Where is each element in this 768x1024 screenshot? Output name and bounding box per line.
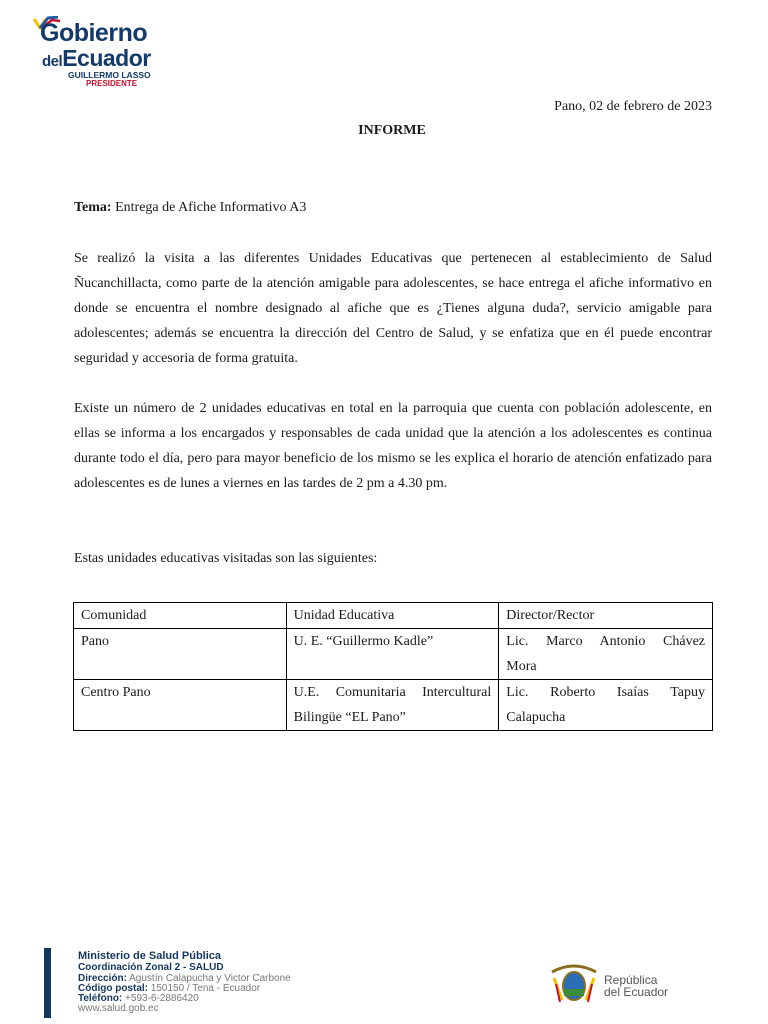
gobierno-ecuador-logo — [30, 14, 180, 86]
logo-line-gobierno: Gobierno — [40, 19, 148, 47]
footer-postal: Código postal: 150150 / Tena - Ecuador — [78, 983, 261, 994]
footer-phone: Teléfono: +593-6-2886420 — [78, 993, 199, 1004]
footer-contact — [78, 950, 291, 1014]
document-topic — [74, 200, 306, 216]
header-community: Comunidad — [74, 603, 287, 629]
cell-community: Centro Pano — [74, 680, 287, 731]
logo-line-name: GUILLERMO LASSO — [68, 70, 151, 80]
cell-unit: U.E. Comunitaria Intercultural Bilingüe “EL Pano” — [286, 680, 499, 731]
document-date: Pano, 02 de febrero de 2023 — [554, 99, 712, 114]
cell-unit: U. E. “Guillermo Kadle” — [286, 629, 499, 680]
table-header-row — [74, 603, 713, 629]
paragraph-schedule: Existe un número de 2 unidades educativas en total en la parroquia que cuenta con población adolescente, en ellas se informa a los encargados y responsables de cada unidad que la atención a los adolescentes es continua durante todo el día, pero para mayor beneficio de los mismo se les explica el horario de atención enfatizado para adolescentes es de lunes a viernes en las tardes de 2 pm a 4.30 pm. — [74, 401, 712, 491]
header-unit: Unidad Educativa — [286, 603, 499, 629]
topic-value: Entrega de Afiche Informativo A3 — [115, 200, 307, 215]
paragraph-visit: Se realizó la visita a las diferentes Unidades Educativas que pertenecen al establecimiento de Salud Ñucanchillacta, como parte de la atención amigable para adolescentes, se hace entrega el afiche informativo en donde se encuentra el nombre designado al afiche que es ¿Tienes alguna duda?, servicio amigable para adolescentes; además se encuentra la dirección del Centro de Salud, y se enfatiza que en él puede encontrar seguridad y accesoria de forma gratuita. — [74, 251, 712, 366]
republica-logo-text: República del Ecuador — [604, 973, 669, 999]
table-row — [74, 680, 713, 731]
cell-community: Pano — [74, 629, 287, 680]
logo-line-ecuador: delEcuador — [42, 45, 151, 71]
header-director: Director/Rector — [499, 603, 713, 629]
topic-label: Tema: — [74, 200, 112, 215]
document-title: INFORME — [358, 123, 426, 138]
logo-line-role: PRESIDENTE — [86, 79, 138, 88]
table-intro: Estas unidades educativas visitadas son las siguientes: — [74, 551, 378, 566]
units-table — [73, 602, 713, 731]
table-row — [74, 629, 713, 680]
footer-address: Dirección: Agustín Calapucha y Victor Carbone — [78, 973, 291, 984]
footer-web: www.salud.gob.ec — [78, 1003, 159, 1014]
footer-accent-bar — [44, 948, 51, 1018]
cell-director: Lic. Marco Antonio Chávez Mora — [499, 629, 713, 680]
cell-director: Lic. Roberto Isaías Tapuy Calapucha — [499, 680, 713, 731]
footer-ministry: Ministerio de Salud Pública — [78, 950, 222, 962]
footer-coordination: Coordinación Zonal 2 - SALUD — [78, 962, 224, 973]
coat-of-arms-icon — [548, 962, 600, 1006]
